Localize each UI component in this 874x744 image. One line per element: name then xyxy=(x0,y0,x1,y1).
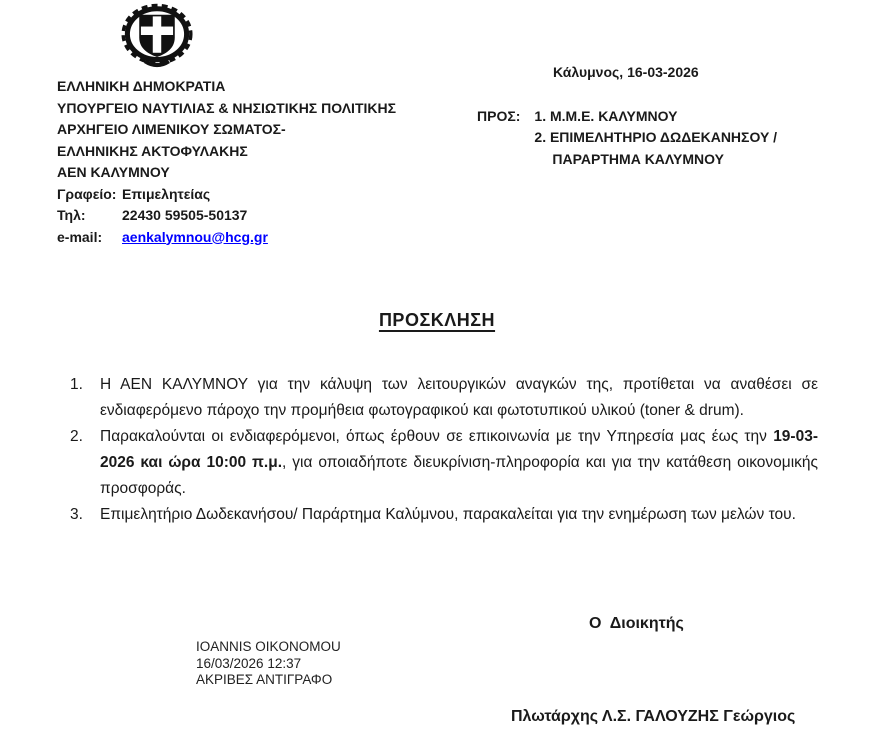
email-link[interactable]: aenkalymnou@hcg.gr xyxy=(122,228,268,245)
recipient-item: 1. Μ.Μ.Ε. ΚΑΛΥΜΝΟΥ xyxy=(534,107,678,124)
greek-national-emblem-icon xyxy=(114,2,200,68)
list-item-text xyxy=(100,424,818,502)
item-text-segment: Επιμελητήριο Δωδεκανήσου/ Παράρτημα Καλύμνου, παρακαλείται για την ενημέρωση των μελών του. xyxy=(100,506,796,523)
letterhead-line: ΕΛΛΗΝΙΚΗΣ ΑΚΤΟΦΥΛΑΚΗΣ xyxy=(57,142,248,159)
list-item-text xyxy=(100,372,818,424)
item-text-bold-segment: 19-03-2026 και ώρα 10:00 π.μ. xyxy=(100,428,818,471)
addressing-block xyxy=(477,62,777,170)
list-item-number: 2. xyxy=(70,428,83,445)
list-item xyxy=(70,502,818,528)
document-title xyxy=(0,310,874,331)
to-label: ΠΡΟΣ: xyxy=(477,107,521,124)
recipient-list xyxy=(534,106,777,171)
letterhead-line: ΕΛΛΗΝΙΚΗ ΔΗΜΟΚΡΑΤΙΑ xyxy=(57,78,226,94)
recipient-item: 2. ΕΠΙΜΕΛΗΤΗΡΙΟ ΔΩΔΕΚΑΝΗΣΟΥ / xyxy=(534,129,778,145)
list-item xyxy=(70,424,818,502)
stamp-certification: ΑΚΡΙΒΕΣ ΑΝΤΙΓΡΑΦΟ xyxy=(196,672,333,687)
item-text-segment: , για οποιαδήποτε διευκρίνιση-πληροφορία και για την κατάθεση οικονομικής προσφοράς. xyxy=(100,454,818,497)
document-title-text: ΠΡΟΣΚΛΗΣΗ xyxy=(378,310,496,330)
list-item-number: 3. xyxy=(70,506,83,523)
phone-label: Τηλ: xyxy=(57,207,86,223)
email-row xyxy=(57,227,396,249)
phone-value: 22430 59505-50137 xyxy=(122,207,248,223)
letterhead xyxy=(57,76,396,248)
stamp-timestamp: 16/03/2026 12:37 xyxy=(196,655,302,671)
office-value: Επιμελητείας xyxy=(122,185,211,202)
digital-signature-stamp xyxy=(196,639,341,689)
item-text-segment: Η ΑΕΝ ΚΑΛΥΜΝΟΥ για την κάλυψη των λειτουργικών αναγκών της, προτίθεται να αναθέσει σε ενδιαφερόμενο πάροχο την προμήθεια φωτογραφικού και φωτοτυπικού υλικού (toner & drum). xyxy=(100,376,818,419)
recipient-item-continuation: ΠΑΡΑΡΤΗΜΑ ΚΑΛΥΜΝΟΥ xyxy=(552,150,724,167)
signatory-role: Ο Διοικητής xyxy=(589,615,684,632)
email-label: e-mail: xyxy=(57,228,103,245)
letterhead-line: ΑΡΧΗΓΕΙΟ ΛΙΜΕΝΙΚΟΥ ΣΩΜΑΤΟΣ- xyxy=(57,121,286,137)
office-label: Γραφείο: xyxy=(57,185,117,202)
letterhead-line: ΥΠΟΥΡΓΕΙΟ ΝΑΥΤΙΛΙΑΣ & ΝΗΣΙΩΤΙΚΗΣ ΠΟΛΙΤΙΚΗΣ xyxy=(57,99,397,116)
place-date-line: Κάλυμνος, 16-03-2026 xyxy=(553,64,699,80)
office-row xyxy=(57,184,396,206)
phone-row xyxy=(57,205,396,227)
recipients-block xyxy=(477,106,777,171)
item-text-segment: Παρακαλούνται οι ενδιαφερόμενοι, όπως έρθουν σε επικοινωνία με την Υπηρεσία μας έως την xyxy=(100,428,774,445)
list-item-number: 1. xyxy=(70,376,83,393)
signatory-name: Πλωτάρχης Λ.Σ. ΓΑΛΟΥΖΗΣ Γεώργιος xyxy=(511,708,796,725)
stamp-signer-name: IOANNIS OIKONOMOU xyxy=(196,639,341,654)
list-item xyxy=(70,372,818,424)
body-paragraphs xyxy=(70,372,818,528)
list-item-text xyxy=(100,502,818,528)
letterhead-line: ΑΕΝ ΚΑΛΥΜΝΟΥ xyxy=(57,164,170,180)
